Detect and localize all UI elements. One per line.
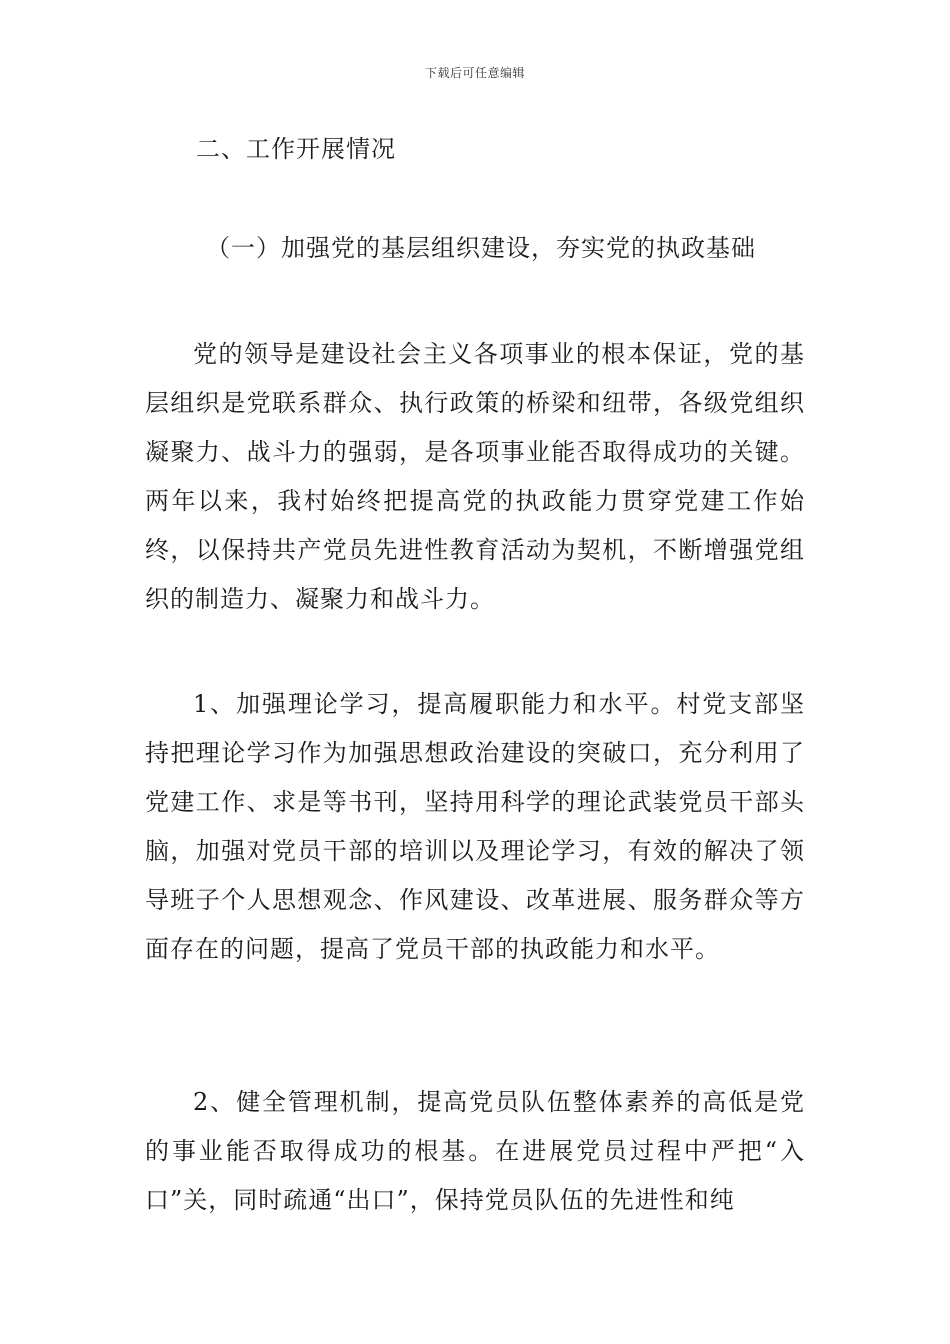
body-paragraph: 2、健全管理机制，提高党员队伍整体素养的高低是党的事业能否取得成功的根基。在进展党员过程中严把“入口”关，同时疏通“出口”，保持党员队伍的先进性和纯 (145, 1088, 805, 1214)
body-paragraph: 党的领导是建设社会主义各项事业的根本保证，党的基层组织是党联系群众、执行政策的桥梁和纽带，各级党组织凝聚力、战斗力的强弱，是各项事业能否取得成功的关键。两年以来，我村始终把提高党的执政能力贯穿党建工作始终，以保持共产党员先进性教育活动为契机，不断增强党组织的制造力、凝聚力和战斗力。 (145, 340, 805, 613)
body-paragraph: 1、加强理论学习，提高履职能力和水平。村党支部坚持把理论学习作为加强思想政治建设的突破口，充分利用了党建工作、求是等书刊，坚持用科学的理论武装党员干部头脑，加强对党员干部的培训以及理论学习，有效的解决了领导班子个人思想观念、作风建设、改革进展、服务群众等方面存在的问题，提高了党员干部的执政能力和水平。 (145, 690, 805, 963)
header-note: 下载后可任意编辑 (424, 66, 525, 80)
section-heading: 二、工作开展情况 (196, 135, 396, 163)
subsection-heading: （一）加强党的基层组织建设，夯实党的执政基础 (206, 234, 756, 262)
